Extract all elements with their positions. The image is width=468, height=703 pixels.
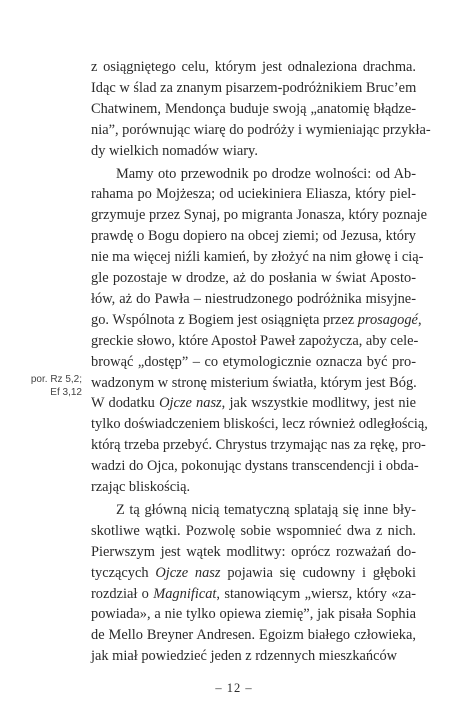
text-line: [91, 393, 416, 414]
text-line: Z tą główną nicią tematyczną splatają się inne bły-: [116, 501, 416, 518]
text-line: z osiągniętego celu, którym jest odnaleziona drachma.: [91, 59, 416, 75]
text-line: prawdę o Bogu dopiero na obcej ziemi; od Jezusa, który: [91, 228, 416, 245]
text-span: rozdział o: [91, 585, 149, 602]
italic-term: Ojcze nasz: [159, 395, 222, 412]
text-line: wadzi do Ojca, pokonując dystans transcendencji i obda-: [91, 458, 419, 475]
text-line: [91, 646, 416, 667]
text-line: tylko doświadczeniem bliskości, lecz również odległością,: [91, 416, 428, 433]
text-span: jak miał powiedzieć jeden z rdzennych mieszkańców: [91, 648, 398, 665]
text-line: Pierwszym jest wątek modlitwy: oprócz rozważań do-: [91, 543, 416, 560]
text-line: skotliwe wątki. Pozwolę sobie wspomnieć dwa z nich.: [91, 522, 416, 539]
text-line: grzymuje przez Synaj, po migranta Jonasza, który poznaje: [91, 207, 428, 224]
italic-term: prosagogé: [357, 311, 418, 328]
text-line: [91, 625, 416, 646]
text-line: [91, 563, 416, 584]
text-line: rzając bliskością.: [91, 479, 191, 495]
text-span: de Mello Breyner Andresen. Egoizm białego człowieka,: [91, 627, 416, 644]
italic-term: Ojcze nasz: [155, 564, 221, 581]
text-line: Idąc w ślad za znanym pisarzem-podróżnikiem Bruc’em: [91, 79, 417, 96]
margin-reference-line: Ef 3,12: [50, 387, 82, 398]
text-line: Chatwinem, Mendonça buduje swoją „anatomię błądze-: [91, 100, 416, 117]
page-number: – 12 –: [215, 681, 253, 696]
text-span: go. Wspólnota z Bogiem jest osiągnięta przez: [91, 311, 355, 328]
text-line: Mamy oto przewodnik po drodze wolności: od Ab-: [116, 165, 416, 182]
text-span: tyczących: [91, 564, 149, 581]
text-line: browąć „dostęp” – co etymologicznie oznacza być pro-: [91, 353, 416, 370]
text-line: którą trzeba przebyć. Chrystus trzymając nas za rękę, pro-: [91, 437, 426, 454]
text-line: nie ma więcej niźli kamień, by złożyć na nim głowę i cią-: [91, 249, 424, 266]
text-span: W dodatku: [91, 395, 155, 412]
text-line: łów, aż do Pawła – niestrudzonego podróżnika misyjne-: [91, 290, 416, 307]
text-line: rahama po Mojżesza; od uciekiniera Eliasza, który piel-: [91, 186, 416, 203]
text-line: gle pozostaje w drodze, aż do posłania w świat Aposto-: [91, 270, 416, 286]
margin-reference: [24, 373, 82, 399]
text-line: [91, 604, 416, 625]
italic-term: Magnificat: [153, 585, 217, 602]
margin-reference-line: por. Rz 5,2;: [30, 374, 82, 385]
text-line: dy wielkich nomadów wiary.: [91, 142, 258, 159]
text-span: , stanowiącym „wiersz, który «za-: [216, 585, 416, 602]
text-span: pojawia się cudowny i głęboki: [220, 564, 416, 581]
text-line: [91, 310, 422, 331]
text-span: ,: [417, 311, 422, 328]
text-span: powiada», a nie tylko opiewa ziemię”, jak pisała Sophia: [91, 606, 416, 623]
text-line: nia”, porównując wiarę do podróży i wymieniając przykła-: [91, 121, 431, 138]
text-span: , jak wszystkie modlitwy, jest nie: [221, 395, 416, 412]
text-line: greckie słowo, które Apostoł Paweł zapożycza, aby cele-: [91, 332, 419, 349]
text-line: [91, 584, 416, 605]
text-line: wadzonym w stronę misterium światła, którym jest Bóg.: [91, 374, 417, 391]
